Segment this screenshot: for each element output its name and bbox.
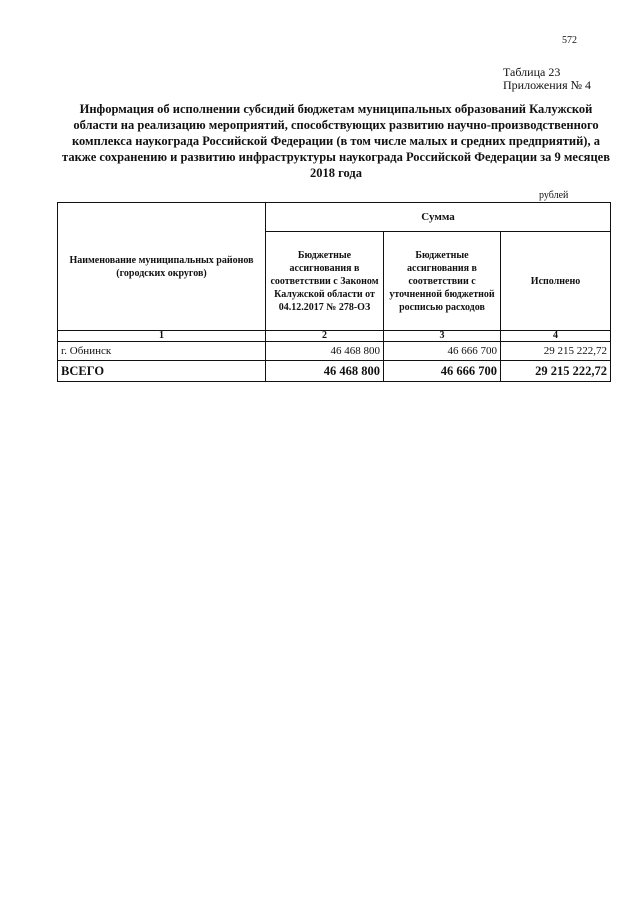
municipality-name: г. Обнинск [58,342,266,361]
law-amount: 46 468 800 [266,342,384,361]
header-col-law: Бюджетные ассигнования в соответствии с Законом Калужской области от 04.12.2017 № 278-ОЗ [266,232,384,331]
total-label: ВСЕГО [58,361,266,382]
column-number: 1 [58,331,266,342]
column-number: 3 [384,331,501,342]
column-number: 2 [266,331,384,342]
header-name: Наименование муниципальных районов (городских округов) [58,203,266,331]
total-executed-amount: 29 215 222,72 [501,361,611,382]
table-number: Таблица 23 [503,65,561,79]
header-col-refined: Бюджетные ассигнования в соответствии с уточненной бюджетной росписью расходов [384,232,501,331]
executed-amount: 29 215 222,72 [501,342,611,361]
units-label: рублей [539,190,569,201]
column-number-row [58,331,611,342]
header-sum: Сумма [266,203,611,232]
subsidy-table [57,202,611,382]
total-refined-amount: 46 666 700 [384,361,501,382]
total-law-amount: 46 468 800 [266,361,384,382]
document-title: Информация об исполнении субсидий бюджетам муниципальных образований Калужской области на реализацию мероприятий, способствующих развитию научно-производственного комплекса наукограда Российской Федерации (в том числе малых и средних предприятий), а также сохранению и развитию инфраструктуры наукограда Российской Федерации за 9 месяцев 2018 года [62,102,610,180]
header-row-1 [58,203,611,232]
appendix-number: Приложения № 4 [503,78,592,92]
column-number: 4 [501,331,611,342]
table-row [58,342,611,361]
page-number: 572 [562,35,577,46]
refined-amount: 46 666 700 [384,342,501,361]
total-row [58,361,611,382]
table-reference [503,66,591,92]
header-col-executed: Исполнено [501,232,611,331]
